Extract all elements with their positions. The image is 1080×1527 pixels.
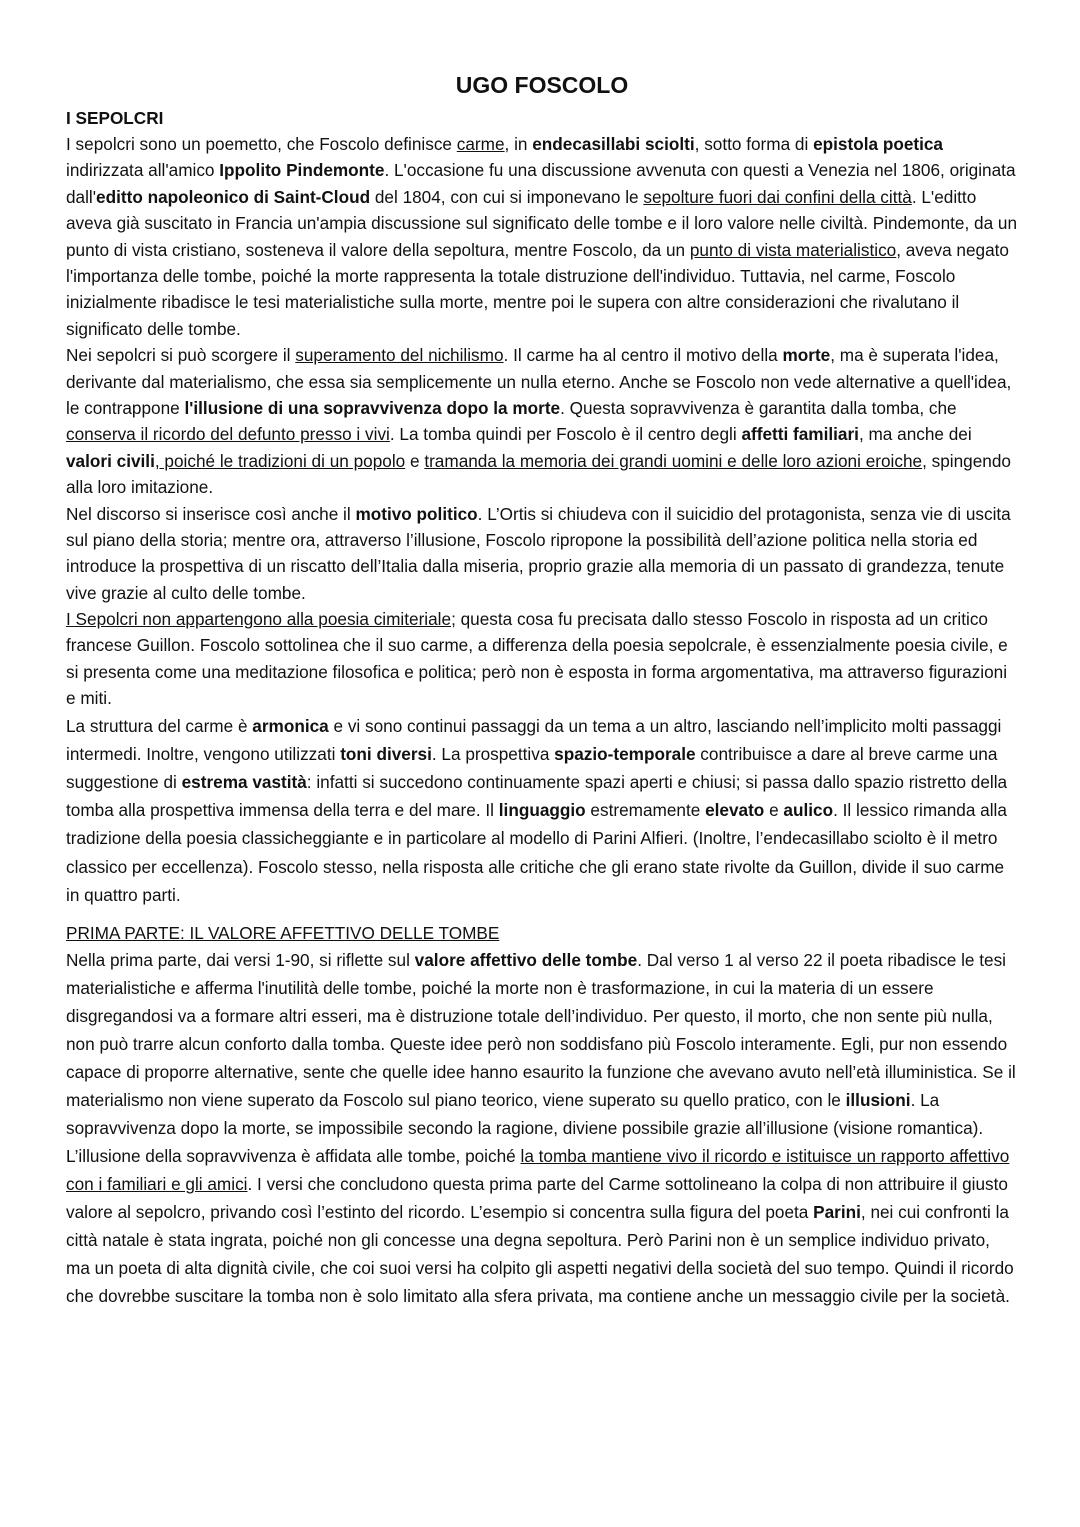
paragraph-5-text-run: spazio-temporale <box>554 743 696 764</box>
paragraph-1-text-run: endecasillabi sciolti <box>532 134 695 154</box>
paragraph-1-text-run: I sepolcri sono un poemetto, che Foscolo definisce <box>66 134 457 154</box>
part-one-text-run: . I versi che concludono questa prima parte del Carme sottolineano la colpa di non attribuire il giusto valore al sepolcro, privando così l’estinto del ricordo. L’esempio si concentra sulla figura del poeta <box>66 1174 1008 1223</box>
paragraph-5-text-run: e <box>764 800 784 821</box>
paragraph-5-text-run: contribuisce a dare al breve carme una suggestione di <box>66 743 998 792</box>
paragraph-5-text-run: estremamente <box>585 800 706 821</box>
part-one-text-run: , nei cui confronti la città natale è stata ingrata, poiché non gli concesse una degna sepoltura. Però Parini non è un semplice individuo privato, ma un poeta di alta dignità civile, che coi suoi versi ha colpito gli aspetti negativi della società del suo tempo. Quindi il ricordo che dovrebbe suscitare la tomba non è solo limitato alla sfera privata, ma contiene anche un messaggio civile per la società. <box>66 1202 1014 1307</box>
paragraph-5-text-run: linguaggio <box>498 800 586 821</box>
paragraph-nichilismo <box>66 342 1018 500</box>
paragraph-2-text-run: , spingendo alla loro imitazione. <box>66 450 1011 498</box>
paragraph-5-text-run: e vi sono continui passaggi da un tema a un altro, lasciando nell’implicito molti passaggi intermedi. Inoltre, vengono utilizzati <box>66 715 1002 764</box>
part-one-text-run: la tomba mantiene vivo il ricordo e istituisce un rapporto affettivo con i familiari e gli amici <box>66 1146 1010 1195</box>
paragraph-2-text-run: affetti familiari <box>741 424 859 445</box>
part-one-text-run: Parini <box>813 1202 861 1223</box>
paragraph-1-text-run: . L'editto aveva già suscitato in Francia un'ampia discussione sul significato delle tombe e il loro valore nelle civiltà. Pindemonte, da un punto di vista cristiano, sosteneva il valore della sepoltura, mentre Foscolo, da un <box>66 186 1018 260</box>
paragraph-4-text-run: I Sepolcri non appartengono alla poesia cimiteriale <box>66 608 452 629</box>
paragraph-1-text-run: . L'occasione fu una discussione avvenuta con questi a Venezia nel 1806, originata dall' <box>66 160 1016 207</box>
paragraph-2-text-run: . Il carme ha al centro il motivo della <box>503 345 783 366</box>
paragraph-5-text-run: aulico <box>783 800 834 821</box>
paragraph-3-text-run: . L’Ortis si chiudeva con il suicidio del protagonista, senza vie di uscita sul piano della storia; mentre ora, attraverso l’illusione, Foscolo ripropone la possibilità dell’azione politica nella storia ed introduce la prospettiva di un riscatto dell’Italia dalla miseria, proprio grazie alla memoria di un passato di grandezza, tenute vive grazie al culto delle tombe. <box>66 503 1011 603</box>
paragraph-5-text-run: . Il lessico rimanda alla tradizione della poesia classicheggiante e in particolare al modello di Parini Alfieri. (Inoltre, l’endecasillabo sciolto è il metro classico per eccellenza). Foscolo stesso, nella risposta alle critiche che gli erano state rivolte da Guillon, divide il suo carme in quattro parti. <box>66 800 1007 905</box>
paragraph-2-text-run: Nei sepolcri si può scorgere il <box>66 345 296 366</box>
paragraph-2-text-run: morte <box>782 345 831 366</box>
paragraph-2-text-run: tramanda la memoria dei grandi uomini e delle loro azioni eroiche <box>424 450 923 471</box>
paragraph-2-text-run: superamento del nichilismo <box>295 345 504 366</box>
part-one-heading: PRIMA PARTE: IL VALORE AFFETTIVO DELLE TOMBE <box>66 922 500 943</box>
paragraph-3-text-run: Nel discorso si inserisce così anche il <box>66 503 356 524</box>
paragraph-1-text-run: editto napoleonico di Saint-Cloud <box>96 186 371 207</box>
paragraph-5-text-run: . La prospettiva <box>431 743 555 764</box>
paragraph-1-text-run: Ippolito Pindemonte <box>219 160 385 181</box>
paragraph-2-text-run: , ma anche dei <box>858 424 972 445</box>
document-title: UGO FOSCOLO <box>455 72 629 98</box>
part-one-text-run: illusioni <box>845 1090 911 1111</box>
paragraph-2-text-run: . Questa sopravvivenza è garantita dalla tomba, che <box>560 398 957 419</box>
paragraph-4-text-run: ; questa cosa fu precisata dallo stesso Foscolo in risposta ad un critico francese Guillon. Foscolo sottolinea che il suo carme, a differenza della poesia sepolcrale, è essenzialmente poesia civile, e si presenta come una meditazione filosofica e politica; però non è esposta in forma argomentativa, ma attraverso figurazioni e miti. <box>66 608 1008 709</box>
part-one-text-run: valore affettivo delle tombe <box>414 950 638 971</box>
paragraph-5-text-run: elevato <box>705 800 765 821</box>
paragraph-2-text-run: conserva il ricordo del defunto presso i vivi <box>66 424 390 445</box>
paragraph-5-text-run: estrema vastità <box>181 771 307 792</box>
section-title: I SEPOLCRI <box>66 108 164 128</box>
paragraph-5-text-run: La struttura del carme è <box>66 715 253 736</box>
document-page <box>66 70 1018 1310</box>
paragraph-1-text-run: , aveva negato l'importanza delle tombe, poiché la morte rappresenta la totale distruzione dell'individuo. Tuttavia, nel carme, Foscolo inizialmente ribadisce le tesi materialistiche sulla morte, mentre poi le supera con altre considerazioni che rivalutano il significato delle tombe. <box>66 239 1009 339</box>
paragraph-3-text-run: motivo politico <box>355 503 478 524</box>
part-one-text-run: . Dal verso 1 al verso 22 il poeta ribadisce le tesi materialistiche e afferma l'inutilità delle tombe, poiché la morte non è trasformazione, in cui la materia di un essere disgregandosi va a formare altri esseri, ma è distruzione totale dell’individuo. Per questo, il morto, che non sente più nulla, non può trarre alcun conforto dalla tomba. Queste idee però non soddisfano più Foscolo interamente. Egli, pur non essendo capace di proporre alternative, sente che quelle idee hanno esaurito la funzione che avevano avuto nell’età illuministica. Se il materialismo non viene superato da Foscolo sul piano teorico, viene superato su quello pratico, con le <box>66 950 1016 1111</box>
part-one-text-run: Nella prima parte, dai versi 1-90, si riflette sul <box>66 950 415 971</box>
paragraph-part-one <box>66 946 1018 1310</box>
paragraph-2-text-run: . La tomba quindi per Foscolo è il centro degli <box>389 424 742 445</box>
paragraph-1-text-run: sepolture fuori dai confini della città <box>643 186 912 207</box>
paragraph-1-text-run: epistola poetica <box>813 134 943 154</box>
paragraph-1-text-run: indirizzata all'amico <box>66 160 220 181</box>
paragraph-motivo-politico <box>66 501 1018 606</box>
paragraph-5-text-run: : infatti si succedono continuamente spazi aperti e chiusi; si passa dallo spazio ristretto della tomba alla prospettiva immensa della terra e del mare. Il <box>66 771 1008 821</box>
paragraph-5-text-run: armonica <box>252 715 329 736</box>
paragraph-1-text-run: del 1804, con cui si imponevano le <box>370 186 644 207</box>
paragraph-1-text-run: carme <box>456 134 505 154</box>
paragraph-poesia-cimiteriale <box>66 606 1018 712</box>
paragraph-5-text-run: toni diversi <box>340 743 432 764</box>
paragraph-2-text-run: e <box>405 450 425 471</box>
paragraph-2-text-run: , ma è superata l'idea, derivante dal materialismo, che essa sia semplicemente un nulla eterno. Anche se Foscolo non vede alternative a quell'idea, le contrappone <box>66 345 1012 419</box>
paragraph-intro <box>66 131 1018 342</box>
part-one-text-run: . La sopravvivenza dopo la morte, se impossibile secondo la ragione, diviene possibile grazie all’illusione (visione romantica). L’illusione della sopravvivenza è affidata alle tombe, poiché <box>66 1090 984 1167</box>
paragraph-2-text-run: l'illusione di una sopravvivenza dopo la morte <box>184 398 561 419</box>
paragraph-struttura <box>66 712 1018 909</box>
paragraph-1-text-run: punto di vista materialistico <box>689 239 897 260</box>
paragraph-2-text-run: , poiché le tradizioni di un popolo <box>154 450 406 471</box>
paragraph-1-text-run: , in <box>504 134 533 154</box>
paragraph-1-text-run: , sotto forma di <box>694 134 814 154</box>
paragraph-2-text-run: valori civili <box>66 450 155 471</box>
